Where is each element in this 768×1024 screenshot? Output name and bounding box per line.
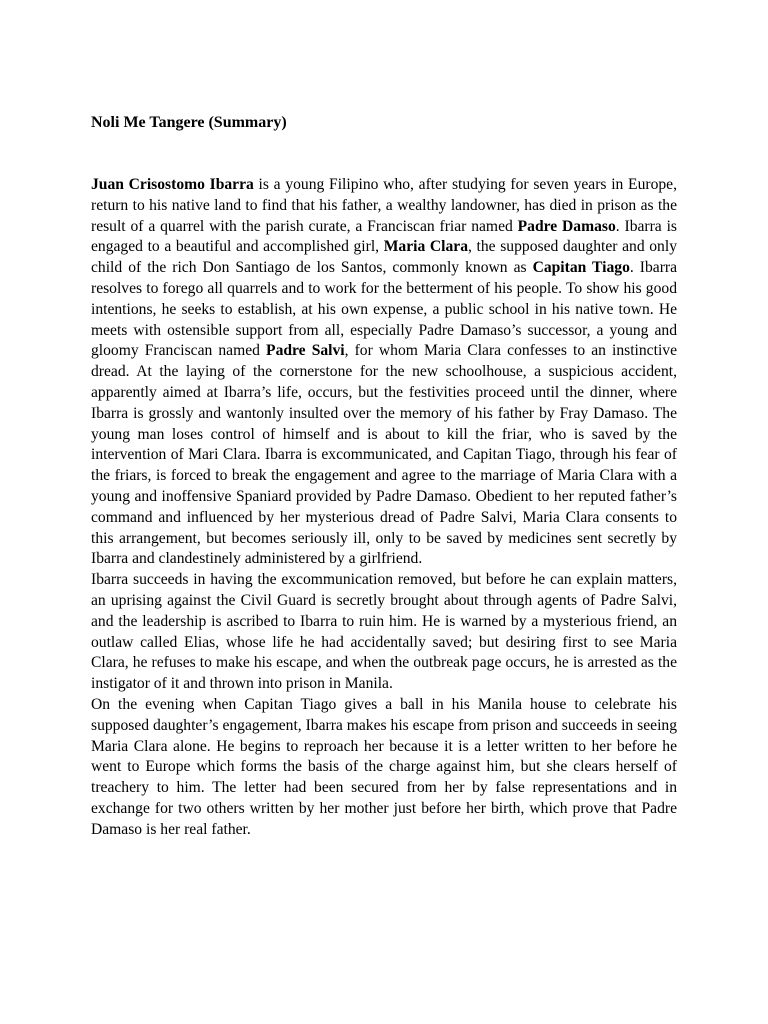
document-title: Noli Me Tangere (Summary) — [91, 114, 287, 131]
bold-name: Capitan Tiago — [532, 259, 630, 277]
bold-name: Juan Crisostomo Ibarra — [91, 176, 254, 193]
text-run: , for whom Maria Clara confesses to an instinctive dread. At the laying of the cornerstone for the new schoolhouse, a suspicious accident, apparently aimed at Ibarra’s life, occurs, but the festivities proceed until the dinner, where Ibarra is grossly and wantonly insulted over the memory of his father by Fray Damaso. The young man loses control of himself and is about to kill the friar, who is saved by the intervention of Mari Clara. Ibarra is excommunicated, and Capitan Tiago, through his fear of the friars, is forced to break the engagement and agree to the marriage of Maria Clara with a young and inoffensive Spaniard provided by Padre Damaso. Obedient to her reputed father’s command and influenced by her mysterious dread of Padre Salvi, Maria Clara consents to this arrangement, but becomes seriously ill, only to be saved by medicines sent secretly by Ibarra and clandestinely administered by a girlfriend. — [91, 342, 677, 568]
paragraph — [91, 175, 677, 570]
paragraph — [91, 570, 677, 695]
bold-name: Padre Damaso — [517, 217, 616, 235]
text-run: . Ibarra resolves to forego all quarrels and to work for the betterment of his people. To show his good intentions, he seeks to establish, at his own expense, a public school in his native town. He meets with ostensible support from all, especially Padre Damaso’s successor, a young and gloomy Franciscan named — [91, 259, 678, 360]
bold-name: Padre Salvi — [266, 342, 345, 360]
text-run: Ibarra succeeds in having the excommunication removed, but before he can explain matters, an uprising against the Civil Guard is secretly brought about through agents of Padre Salvi, and the leadership is ascribed to Ibarra to ruin him. He is warned by a mysterious friend, an outlaw called Elias, whose life he had accidentally saved; but desiring first to see Maria Clara, he refuses to make his escape, and when the outbreak page occurs, he is arrested as the instigator of it and thrown into prison in Manila. — [91, 571, 677, 693]
text-run: is a young Filipino who, after studying for seven years in Europe, return to his native land to find that his father, a wealthy landowner, has died in prison as the result of a quarrel with the parish curate, a Franciscan friar named — [91, 176, 677, 235]
bold-name: Maria Clara — [383, 238, 469, 256]
document-body — [91, 175, 677, 841]
paragraph — [91, 695, 677, 841]
text-run: . Ibarra is engaged to a beautiful and accomplished girl, — [91, 217, 677, 256]
text-run: On the evening when Capitan Tiago gives a ball in his Manila house to celebrate his supposed daughter’s engagement, Ibarra makes his escape from prison and succeeds in seeing Maria Clara alone. He begins to reproach her because it is a letter written to her before he went to Europe which forms the basis of the charge against him, but she clears herself of treachery to him. The letter had been secured from her by false representations and in exchange for two others written by her mother just before her birth, which prove that Padre Damaso is her real father. — [91, 695, 677, 838]
text-run: , the supposed daughter and only child of the rich Don Santiago de los Santos, commonly known as — [91, 238, 677, 277]
